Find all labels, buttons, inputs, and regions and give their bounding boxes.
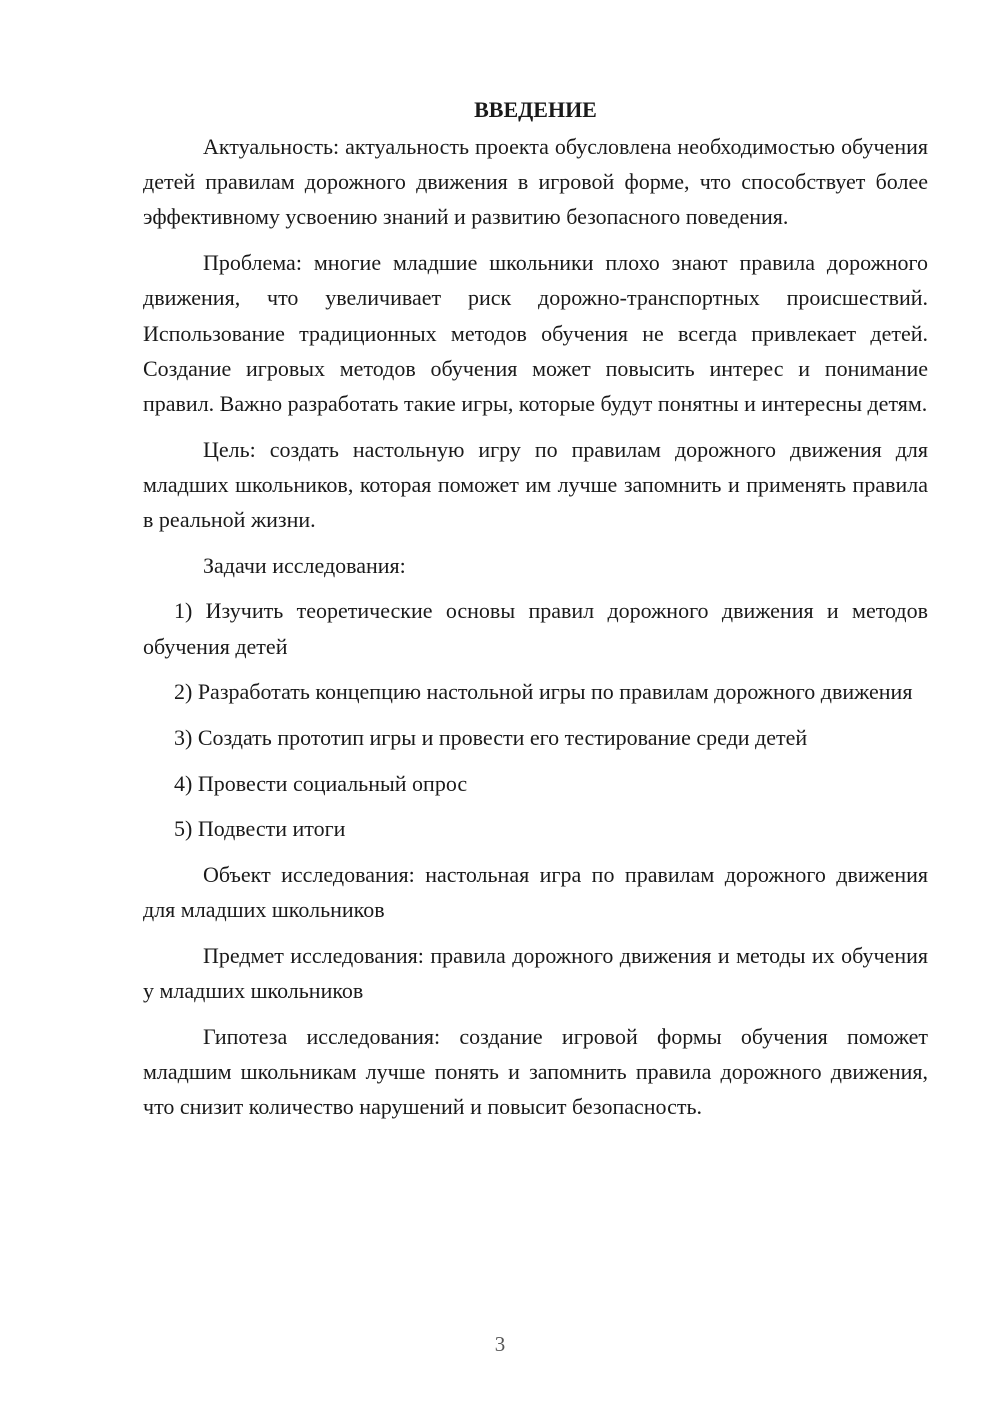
page-title: ВВЕДЕНИЕ — [474, 97, 597, 122]
paragraph-problem: Проблема: многие младшие школьники плохо знают правила дорожного движения, что увеличивает риск дорожно-транспортных происшествий. Использование традиционных методов обучения не всегда привлекает детей. Создание игровых методов обучения может повысить интерес и понимание правил. Важно разработать такие игры, которые будут понятны и интересны детям. — [143, 250, 928, 416]
paragraph-object: Объект исследования: настольная игра по правилам дорожного движения для младших школьников — [143, 862, 928, 923]
paragraph-hypothesis: Гипотеза исследования: создание игровой формы обучения поможет младшим школьникам лучше понять и запомнить правила дорожного движения, что снизит количество нарушений и повысит безопасность. — [143, 1023, 928, 1120]
task-item-2: 2) Разработать концепцию настольной игры по правилам дорожного движения — [174, 679, 913, 705]
document-page — [143, 92, 928, 1125]
paragraph-tasks-intro: Задачи исследования: — [203, 552, 406, 578]
paragraph-subject: Предмет исследования: правила дорожного движения и методы их обучения у младших школьников — [143, 943, 928, 1004]
paragraph-relevance: Актуальность: актуальность проекта обусловлена необходимостью обучения детей правилам дорожного движения в игровой форме, что способствует более эффективному усвоению знаний и развитию безопасного поведения. — [143, 134, 928, 230]
page-number: 3 — [494, 1332, 506, 1356]
task-item-5: 5) Подвести итоги — [174, 816, 346, 842]
task-item-1: 1) Изучить теоретические основы правил дорожного движения и методов обучения детей — [143, 598, 928, 659]
task-item-4: 4) Провести социальный опрос — [174, 770, 468, 796]
task-item-3: 3) Создать прототип игры и провести его тестирование среди детей — [174, 725, 808, 751]
paragraph-goal: Цель: создать настольную игру по правилам дорожного движения для младших школьников, которая поможет им лучше запомнить и применять правила в реальной жизни. — [143, 436, 928, 533]
